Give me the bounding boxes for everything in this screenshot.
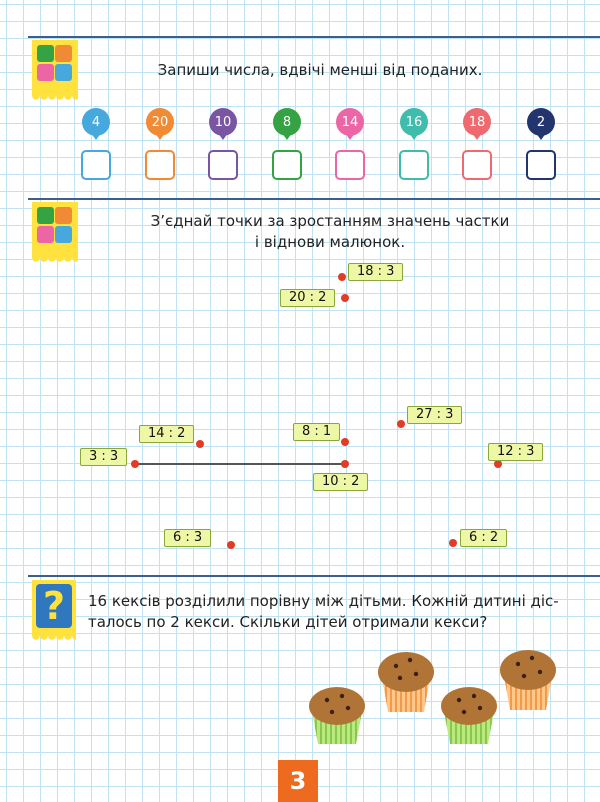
number-pin: 14 — [336, 108, 364, 136]
quotient-label: 6 : 2 — [460, 529, 507, 547]
answer-box[interactable] — [272, 150, 302, 180]
puzzle-piece-icon — [55, 226, 72, 243]
number-pin: 8 — [273, 108, 301, 136]
puzzle-piece-icon — [55, 207, 72, 224]
section-rule — [28, 36, 600, 38]
quotient-label: 10 : 2 — [313, 473, 368, 491]
point-10-2[interactable] — [341, 460, 349, 468]
quotient-label: 12 : 3 — [488, 443, 543, 461]
puzzle-piece-icon — [37, 226, 54, 243]
point-6-2[interactable] — [449, 539, 457, 547]
number-pin: 10 — [209, 108, 237, 136]
quotient-label: 8 : 1 — [293, 423, 340, 441]
point-18-3[interactable] — [338, 273, 346, 281]
quotient-label: 3 : 3 — [80, 448, 127, 466]
answer-box[interactable] — [335, 150, 365, 180]
puzzle-piece-icon — [37, 45, 54, 62]
puzzle-piece-icon — [37, 64, 54, 81]
answer-box[interactable] — [462, 150, 492, 180]
answer-box[interactable] — [81, 150, 111, 180]
number-pin: 2 — [527, 108, 555, 136]
quotient-label: 18 : 3 — [348, 263, 403, 281]
task2-instruction-line1: З’єднай точки за зростанням значень частки — [150, 212, 510, 230]
quotient-label: 20 : 2 — [280, 289, 335, 307]
quotient-label: 6 : 3 — [164, 529, 211, 547]
point-12-3[interactable] — [494, 460, 502, 468]
connecting-line — [134, 463, 345, 465]
cupcake-icon — [378, 652, 434, 712]
number-pin: 20 — [146, 108, 174, 136]
cupcake-icon — [441, 687, 497, 744]
number-pin: 4 — [82, 108, 110, 136]
puzzle-piece-icon — [55, 45, 72, 62]
answer-box[interactable] — [526, 150, 556, 180]
task1-instruction: Запиши числа, вдвічі менші від поданих. — [157, 61, 483, 79]
cupcakes-illustration — [300, 640, 590, 750]
task2-instruction — [120, 211, 540, 253]
number-pin: 18 — [463, 108, 491, 136]
quotient-label: 27 : 3 — [407, 406, 462, 424]
section-rule — [28, 198, 600, 200]
cupcake-icon — [500, 650, 556, 710]
point-14-2[interactable] — [196, 440, 204, 448]
task2-instruction-line2: і віднови малюнок. — [254, 233, 406, 251]
puzzle-badge — [32, 202, 78, 258]
question-mark-icon: ? — [36, 584, 72, 628]
point-20-2[interactable] — [341, 294, 349, 302]
quotient-label: 14 : 2 — [139, 425, 194, 443]
point-3-3[interactable] — [131, 460, 139, 468]
point-8-1[interactable] — [341, 438, 349, 446]
puzzle-piece-icon — [37, 207, 54, 224]
cupcake-icon — [309, 687, 365, 744]
puzzle-piece-icon — [55, 64, 72, 81]
answer-box[interactable] — [399, 150, 429, 180]
point-6-3[interactable] — [227, 541, 235, 549]
point-27-3[interactable] — [397, 420, 405, 428]
page-number: 3 — [278, 760, 318, 802]
answer-box[interactable] — [145, 150, 175, 180]
section-rule — [28, 575, 600, 577]
task3-text: 16 кексів розділили порівну між дітьми. Кожній дитині дісталось по 2 кекси. Скільки дітей отримали кекси? — [88, 592, 559, 631]
puzzle-badge — [32, 40, 78, 96]
number-pin: 16 — [400, 108, 428, 136]
question-badge — [32, 580, 76, 636]
answer-box[interactable] — [208, 150, 238, 180]
